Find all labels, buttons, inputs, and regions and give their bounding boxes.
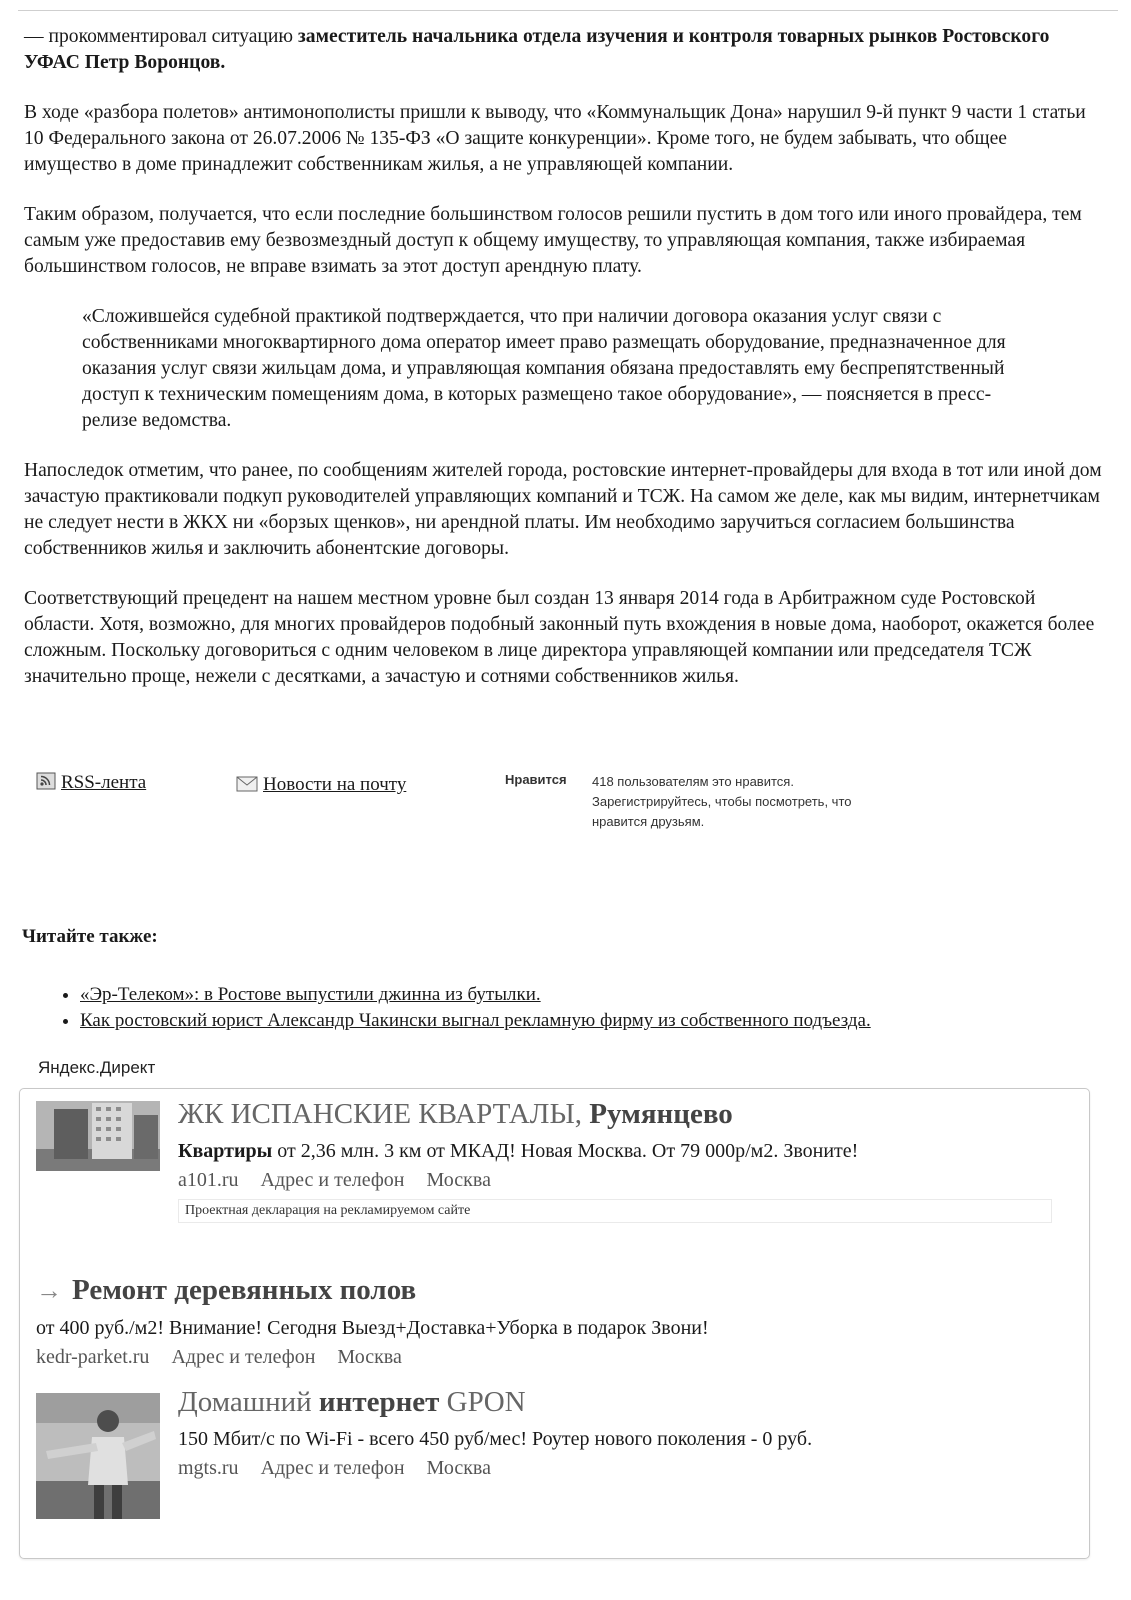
yandex-direct-label: Яндекс.Директ: [38, 1058, 156, 1077]
ad-thumbnail-building[interactable]: [36, 1101, 160, 1171]
ad-title-bold: Ремонт деревянных полов: [72, 1274, 417, 1306]
ad-title-text: Домашний: [178, 1386, 319, 1418]
ad-meta: [36, 1342, 1066, 1372]
ad-title-text-2: GPON: [439, 1386, 526, 1418]
paragraph-precedent: Соответствующий прецедент на нашем местном уровне был создан 13 января 2014 года в Арбитражном суде Ростовской области. Хотя, возможно, для многих провайдеров подобный законный путь вхождения в новые дома, наоборот, окажется более сложным. Поскольку договориться с одним человеком в лице директора управляющей компании или председателя ТСЖ значительно проще, нежели с десятками, а зачастую и сотнями собственников жилья.: [24, 588, 1095, 687]
ad-city: Москва: [426, 1169, 491, 1191]
read-also-list: [56, 982, 871, 1034]
comment-prefix: — прокомментировал ситуацию: [24, 26, 298, 47]
envelope-icon: [236, 776, 258, 798]
ad-address-link[interactable]: Адрес и телефон: [260, 1169, 405, 1191]
read-also-heading: Читайте также:: [22, 926, 158, 947]
ad-city: Москва: [337, 1346, 402, 1368]
read-also-link[interactable]: Как ростовский юрист Александр Чакински выгнал рекламную фирму из собственного подъезда.: [80, 1010, 871, 1031]
ad-address-link[interactable]: Адрес и телефон: [260, 1457, 405, 1479]
ad-title[interactable]: [178, 1097, 1068, 1131]
rss-link[interactable]: RSS-лента: [61, 772, 147, 793]
ad-title-bold: интернет: [318, 1386, 440, 1418]
ad-2: [36, 1273, 1066, 1372]
ad-domain[interactable]: mgts.ru: [178, 1457, 239, 1479]
like-button[interactable]: Нравится: [505, 772, 567, 787]
ad-title[interactable]: [36, 1273, 1066, 1308]
ad-title-text: ЖК ИСПАНСКИЕ КВАРТАЛЫ,: [178, 1098, 590, 1130]
ad-address-link[interactable]: Адрес и телефон: [171, 1346, 316, 1368]
ad-text-bold: Квартиры: [178, 1140, 273, 1162]
article-body: [24, 24, 1104, 714]
paragraph-consequence: Таким образом, получается, что если последние большинством голосов решили пустить в дом того или иного провайдера, тем самым уже предоставив ему безвозмездный доступ к общему имуществу, то управляющая компания, также избираемая большинством голосов, не вправе взимать за этот доступ арендную плату.: [24, 204, 1082, 277]
read-also-link[interactable]: «Эр-Телеком»: в Ростове выпустили джинна из бутылки.: [80, 984, 541, 1005]
paragraph-comment: [24, 24, 1104, 76]
ad-text: [178, 1137, 1068, 1165]
ad-domain[interactable]: a101.ru: [178, 1169, 239, 1191]
ad-city: Москва: [426, 1457, 491, 1479]
paragraph-conclusion: В ходе «разбора полетов» антимонополисты пришли к выводу, что «Коммунальщик Дона» нарушил 9-й пункт 9 части 1 статьи 10 Федерального закона от 26.07.2006 № 135-ФЗ «О защите конкуренции». Кроме того, не будем забывать, что общее имущество в доме принадлежит собственникам жилья, а не управляющей компании.: [24, 102, 1086, 175]
share-bar: [0, 772, 1131, 832]
paragraph-note: Напоследок отметим, что ранее, по сообщениям жителей города, ростовские интернет-провайдеры для входа в тот или иной дом зачастую практиковали подкуп руководителей управляющих компаний и ТСЖ. На самом же деле, как мы видим, интернетчикам не следует нести в ЖКХ ни «борзых щенков», ни арендной платы. Им необходимо заручиться согласием большинства собственников жилья и заключить абонентские договоры.: [24, 460, 1102, 559]
arrow-right-icon: →: [36, 1276, 62, 1305]
rss-link-wrap: [36, 772, 146, 796]
mail-link-wrap: [236, 774, 406, 798]
ad-text: от 400 руб./м2! Внимание! Сегодня Выезд+Доставка+Уборка в подарок Звони!: [36, 1317, 709, 1339]
ad-meta: [178, 1165, 1068, 1195]
official-name: заместитель начальника отдела изучения и контроля товарных рынков Ростовского УФАС Петр Воронцов.: [24, 26, 1050, 73]
top-divider: [18, 10, 1118, 11]
newsletter-link[interactable]: Новости на почту: [263, 774, 407, 795]
rss-icon: [36, 772, 56, 796]
ad-1: [178, 1097, 1068, 1223]
ad-3: [178, 1385, 1068, 1483]
list-item: [80, 982, 871, 1008]
ad-domain[interactable]: kedr-parket.ru: [36, 1346, 150, 1368]
ad-declaration-note: Проектная декларация на рекламируемом сайте: [178, 1199, 1052, 1223]
ad-text: 150 Мбит/с по Wi-Fi - всего 450 руб/мес! Роутер нового поколения - 0 руб.: [178, 1428, 813, 1450]
like-count-text: 418 пользователям это нравится. Зарегистрируйтесь, чтобы посмотреть, что нравится друзьям.: [592, 774, 852, 829]
ad-title[interactable]: [178, 1385, 1068, 1419]
ad-text-rest: от 2,36 млн. 3 км от МКАД! Новая Москва. От 79 000р/м2. Звоните!: [272, 1140, 859, 1162]
ad-thumbnail-man[interactable]: [36, 1393, 160, 1519]
ad-title-bold: Румянцево: [589, 1098, 733, 1130]
list-item: [80, 1008, 871, 1034]
press-release-quote: «Сложившейся судебной практикой подтверждается, что при наличии договора оказания услуг связи с собственниками многоквартирного дома оператор имеет право размещать оборудование, предназначенное для оказания услуг связи жильцам дома, и управляющая компания обязана предоставлять ему беспрепятственный доступ к техническим помещениям дома, в которых размещено такое оборудование», — поясняется в пресс-релизе ведомства.: [82, 306, 1006, 431]
ad-block: [19, 1088, 1090, 1559]
ad-meta: [178, 1453, 1068, 1483]
